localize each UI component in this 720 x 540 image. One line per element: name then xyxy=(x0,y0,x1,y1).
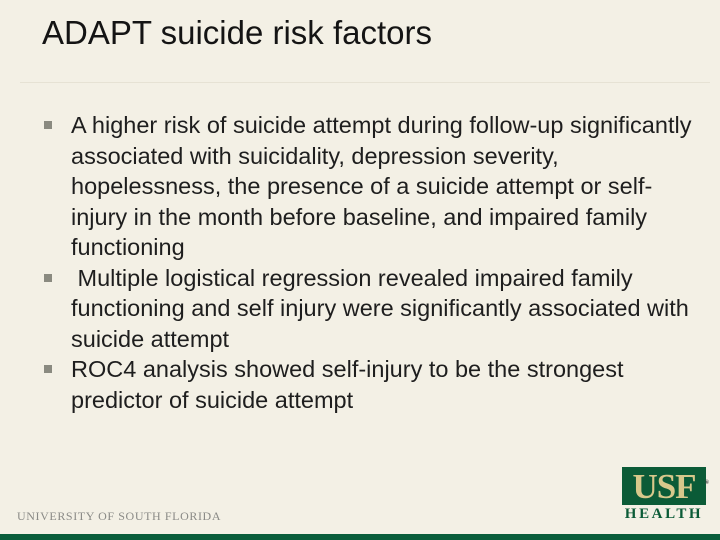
title-divider xyxy=(20,82,710,83)
registered-mark-icon: ® xyxy=(704,480,708,486)
bullet-text: Multiple logistical regression revealed impaired family functioning and self injury were significantly associated with suicide attempt xyxy=(71,264,696,352)
logo-sub-text: HEALTH xyxy=(624,506,704,522)
square-bullet-icon xyxy=(44,365,52,373)
university-name: UNIVERSITY OF SOUTH FLORIDA xyxy=(17,509,222,523)
bullet-list xyxy=(42,110,702,415)
logo-main-text: USF xyxy=(632,467,696,506)
footer-bar xyxy=(0,534,720,540)
usf-logo-mark xyxy=(622,467,706,505)
slide-title: ADAPT suicide risk factors xyxy=(42,14,433,51)
bullet-item xyxy=(42,110,702,263)
square-bullet-icon xyxy=(44,274,52,282)
bullet-item xyxy=(42,263,702,355)
square-bullet-icon xyxy=(44,121,52,129)
bullet-item xyxy=(42,354,702,415)
usf-health-logo xyxy=(622,467,708,523)
bullet-text: ROC4 analysis showed self-injury to be the strongest predictor of suicide attempt xyxy=(71,356,624,413)
bullet-text: A higher risk of suicide attempt during follow-up significantly associated with suicidality, depression severity, hopelessness, the presence of a suicide attempt or self- injury in the month before baseline, and impaired family functioning xyxy=(71,112,692,260)
